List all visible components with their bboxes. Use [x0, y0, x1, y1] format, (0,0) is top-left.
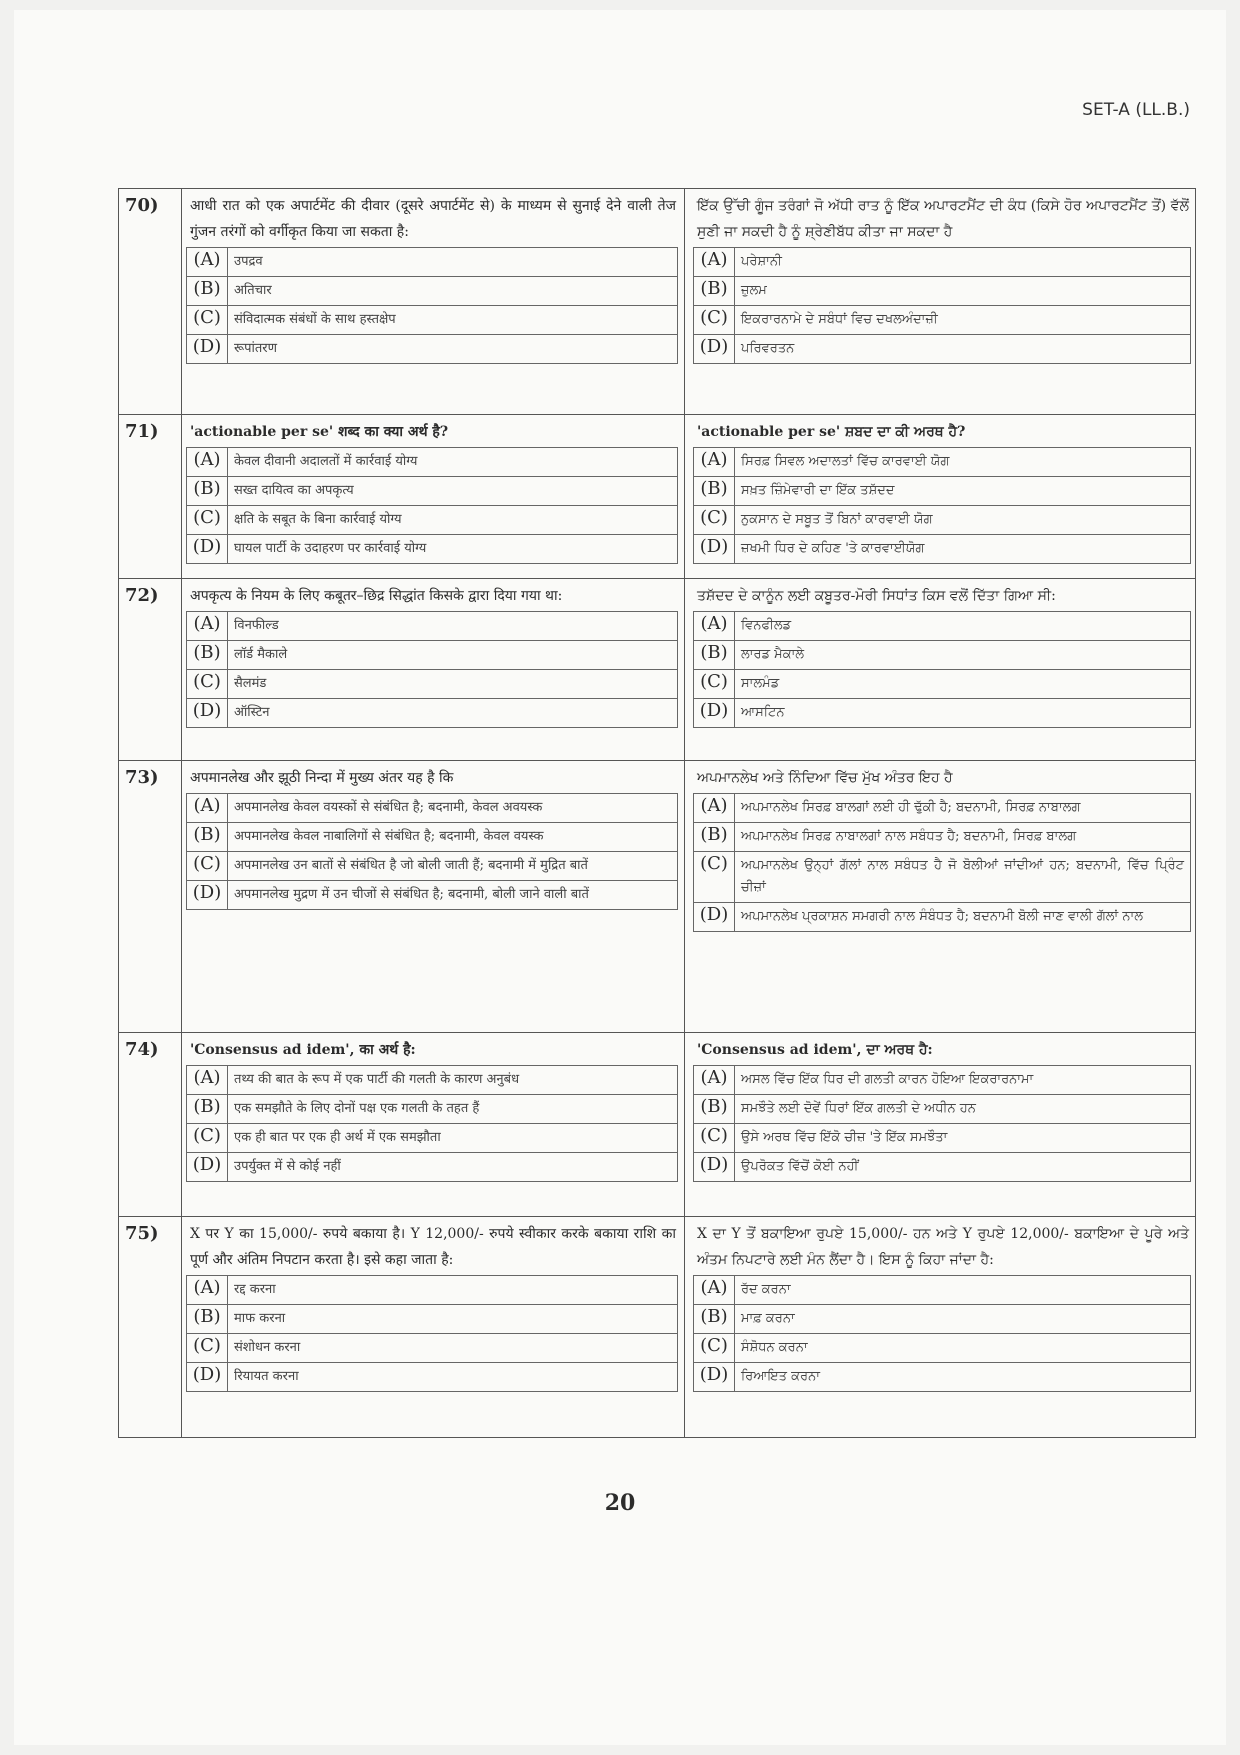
option-text: ਆਸਟਿਨ [735, 699, 1191, 728]
option-label: (D) [187, 880, 228, 909]
question-text-punjabi: 'actionable per se' ਸ਼ਬਦ ਦਾ ਕੀ ਅਰਥ ਹੈ? [697, 423, 966, 440]
option-label: (B) [187, 1094, 228, 1123]
option-row [187, 476, 678, 505]
question-hindi-cell [182, 579, 685, 761]
option-label: (B) [694, 822, 735, 851]
option-row [694, 1152, 1191, 1181]
option-row [187, 793, 678, 822]
option-row [187, 699, 678, 728]
question-number: 75) [119, 1216, 182, 1437]
option-text: ਸਿਰਫ਼ ਸਿਵਲ ਅਦਾਲਤਾਂ ਵਿੱਚ ਕਾਰਵਾਈ ਯੋਗ [735, 447, 1191, 476]
question-hindi-cell [182, 1032, 685, 1216]
question-text-hindi: आधी रात को एक अपार्टमेंट की दीवार (दूसरे अपार्टमेंट से) के माध्यम से सुनाई देने वाली तेज गुंजन तरंगों को वर्गीकृत किया जा सकता है: [190, 198, 676, 240]
option-row [187, 670, 678, 699]
options-table [693, 1275, 1191, 1392]
option-text: क्षति के सबूत के बिना कार्रवाई योग्य [228, 505, 678, 534]
option-label: (D) [694, 699, 735, 728]
option-text: ਅਪਮਾਨਲੇਖ ਸਿਰਫ਼ ਨਾਬਾਲਗਾਂ ਨਾਲ ਸਬੰਧਤ ਹੈ; ਬਦਨਾਮੀ, ਸਿਰਫ਼ ਬਾਲਗ [735, 822, 1191, 851]
option-label: (A) [187, 248, 228, 277]
options-table [693, 793, 1191, 932]
option-text: ਉਪਰੋਕਤ ਵਿੱਚੋਂ ਕੋਈ ਨਹੀਂ [735, 1152, 1191, 1181]
option-text: ਸਖ਼ਤ ਜ਼ਿੰਮੇਵਾਰੀ ਦਾ ਇੱਕ ਤਸ਼ੱਦਦ [735, 476, 1191, 505]
options-table [186, 793, 678, 910]
option-row [187, 277, 678, 306]
options-table [186, 447, 678, 564]
option-label: (C) [694, 505, 735, 534]
question-punjabi-cell [685, 414, 1196, 578]
option-text: ਲਾਰਡ ਮੈਕਾਲੇ [735, 641, 1191, 670]
option-label: (B) [187, 1304, 228, 1333]
question-hindi-cell [182, 414, 685, 578]
option-label: (C) [694, 670, 735, 699]
option-text: अपमानलेख केवल वयस्कों से संबंधित है; बदनामी, केवल अवयस्क [228, 793, 678, 822]
option-text: ਸਾਲਮੰਡ [735, 670, 1191, 699]
question-row [119, 760, 1196, 1032]
question-hindi-cell [182, 189, 685, 415]
option-text: संविदात्मक संबंधों के साथ हस्तक्षेप [228, 306, 678, 335]
option-label: (B) [187, 277, 228, 306]
option-text: माफ करना [228, 1304, 678, 1333]
option-text: ਸਮਝੌਤੇ ਲਈ ਦੋਵੇਂ ਧਿਰਾਂ ਇੱਕ ਗਲਤੀ ਦੇ ਅਧੀਨ ਹਨ [735, 1094, 1191, 1123]
option-label: (B) [694, 1094, 735, 1123]
option-label: (D) [187, 534, 228, 563]
option-row [694, 505, 1191, 534]
options-table [693, 1065, 1191, 1182]
question-row [119, 579, 1196, 761]
option-text: ਅਪਮਾਨਲੇਖ ਸਿਰਫ਼ ਬਾਲਗਾਂ ਲਈ ਹੀ ਢੁੱਕੀ ਹੈ; ਬਦਨਾਮੀ, ਸਿਰਫ਼ ਨਾਬਾਲਗ [735, 793, 1191, 822]
option-label: (D) [187, 1152, 228, 1181]
option-label: (C) [694, 306, 735, 335]
option-label: (A) [694, 248, 735, 277]
option-text: ਪਰੇਸ਼ਾਨੀ [735, 248, 1191, 277]
question-text-hindi: X पर Y का 15,000/- रुपये बकाया है। Y 12,000/- रुपये स्वीकार करके बकाया राशि का पूर्ण और अंतिम निपटान करता है। इसे कहा जाता है: [190, 1225, 676, 1268]
option-label: (B) [187, 641, 228, 670]
option-text: सख्त दायित्व का अपकृत्य [228, 476, 678, 505]
option-row [187, 1123, 678, 1152]
option-text: अपमानलेख उन बातों से संबंधित है जो बोली जाती हैं; बदनामी में मुद्रित बातें [228, 851, 678, 880]
option-label: (B) [694, 1304, 735, 1333]
option-label: (C) [187, 670, 228, 699]
option-label: (A) [187, 447, 228, 476]
option-text: संशोधन करना [228, 1333, 678, 1362]
option-label: (A) [694, 1275, 735, 1304]
question-text-hindi: अपमानलेख और झूठी निन्दा में मुख्य अंतर यह है कि [190, 769, 454, 786]
option-text: रियायत करना [228, 1362, 678, 1391]
option-text: उपद्रव [228, 248, 678, 277]
option-label: (D) [187, 335, 228, 364]
question-text-punjabi: ਅਪਮਾਨਲੇਖ ਅਤੇ ਨਿੰਦਿਆ ਵਿੱਚ ਮੁੱਖ ਅੰਤਰ ਇਹ ਹੈ [697, 769, 953, 786]
option-text: ਉਸੇ ਅਰਥ ਵਿੱਚ ਇੱਕੋ ਚੀਜ਼ 'ਤੇ ਇੱਕ ਸਮਝੌਤਾ [735, 1123, 1191, 1152]
option-text: ਇਕਰਾਰਨਾਮੇ ਦੇ ਸਬੰਧਾਂ ਵਿਚ ਦਖਲਅੰਦਾਜ਼ੀ [735, 306, 1191, 335]
option-label: (D) [187, 699, 228, 728]
option-row [187, 447, 678, 476]
option-row [694, 1065, 1191, 1094]
question-number: 74) [119, 1032, 182, 1216]
option-row [187, 1094, 678, 1123]
option-row [694, 641, 1191, 670]
question-text-punjabi: 'Consensus ad idem', ਦਾ ਅਰਥ ਹੈ: [697, 1041, 933, 1058]
question-row [119, 189, 1196, 415]
option-text: अपमानलेख केवल नाबालिगों से संबंधित है; बदनामी, केवल वयस्क [228, 822, 678, 851]
option-label: (A) [187, 1065, 228, 1094]
option-row [694, 793, 1191, 822]
question-punjabi-cell [685, 760, 1196, 1032]
question-punjabi-cell [685, 1032, 1196, 1216]
question-number: 73) [119, 760, 182, 1032]
option-row [694, 670, 1191, 699]
option-label: (B) [694, 641, 735, 670]
option-row [187, 1304, 678, 1333]
option-text: ਅਪਮਾਨਲੇਖ ਉਨ੍ਹਾਂ ਗੱਲਾਂ ਨਾਲ ਸਬੰਧਤ ਹੈ ਜੋ ਬੋਲੀਆਂ ਜਾਂਦੀਆਂ ਹਨ; ਬਦਨਾਮੀ, ਵਿੱਚ ਪ੍ਰਿੰਟ ਚੀਜ਼ਾਂ [735, 851, 1191, 902]
option-label: (C) [187, 1333, 228, 1362]
question-table [118, 188, 1196, 1438]
option-label: (C) [187, 505, 228, 534]
option-row [694, 335, 1191, 364]
question-text-hindi: अपकृत्य के नियम के लिए कबूतर–छिद्र सिद्धांत किसके द्वारा दिया गया था: [190, 588, 563, 605]
option-row [694, 1304, 1191, 1333]
option-text: उपर्युक्त में से कोई नहीं [228, 1152, 678, 1181]
option-row [694, 534, 1191, 563]
option-label: (C) [694, 851, 735, 902]
option-text: सैलमंड [228, 670, 678, 699]
options-table [186, 1065, 678, 1182]
option-row [187, 534, 678, 563]
option-text: एक ही बात पर एक ही अर्थ में एक समझौता [228, 1123, 678, 1152]
option-label: (A) [694, 447, 735, 476]
option-label: (B) [694, 277, 735, 306]
option-row [187, 880, 678, 909]
option-label: (D) [694, 1152, 735, 1181]
set-label: SET-A (LL.B.) [1082, 100, 1190, 120]
question-text-punjabi: X ਦਾ Y ਤੋਂ ਬਕਾਇਆ ਰੁਪਏ 15,000/- ਹਨ ਅਤੇ Y ਰੁਪਏ 12,000/- ਬਕਾਇਆ ਦੇ ਪੂਰੇ ਅਤੇ ਅੰਤਮ ਨਿਪਟਾਰੇ ਲਈ ਮੰਨ ਲੈਂਦਾ ਹੈ। ਇਸ ਨੂੰ ਕਿਹਾ ਜਾਂਦਾ ਹੈ: [697, 1225, 1189, 1268]
option-text: ਰੱਦ ਕਰਨਾ [735, 1275, 1191, 1304]
option-row [694, 1123, 1191, 1152]
option-row [187, 1065, 678, 1094]
option-row [694, 1275, 1191, 1304]
option-label: (A) [694, 793, 735, 822]
option-row [694, 476, 1191, 505]
option-text: केवल दीवानी अदालतों में कार्रवाई योग्य [228, 447, 678, 476]
options-table [186, 1275, 678, 1392]
option-row [187, 306, 678, 335]
option-text: ਅਪਮਾਨਲੇਖ ਪ੍ਰਕਾਸ਼ਨ ਸਮਗਰੀ ਨਾਲ ਸੰਬੰਧਤ ਹੈ; ਬਦਨਾਮੀ ਬੋਲੀ ਜਾਣ ਵਾਲੀ ਗੱਲਾਂ ਨਾਲ [735, 902, 1191, 931]
options-table [693, 611, 1191, 728]
question-number: 70) [119, 189, 182, 415]
question-text-hindi: 'Consensus ad idem', का अर्थ है: [190, 1041, 416, 1058]
option-text: ऑस्टिन [228, 699, 678, 728]
option-row [187, 505, 678, 534]
option-row [187, 822, 678, 851]
question-punjabi-cell [685, 579, 1196, 761]
option-row [694, 277, 1191, 306]
option-row [187, 1275, 678, 1304]
option-text: ਪਰਿਵਰਤਨ [735, 335, 1191, 364]
option-text: अतिचार [228, 277, 678, 306]
options-table [693, 247, 1191, 364]
question-row [119, 414, 1196, 578]
option-text: तथ्य की बात के रूप में एक पार्टी की गलती के कारण अनुबंध [228, 1065, 678, 1094]
question-text-punjabi: ਤਸ਼ੱਦਦ ਦੇ ਕਾਨੂੰਨ ਲਈ ਕਬੂਤਰ-ਮੋਰੀ ਸਿਧਾਂਤ ਕਿਸ ਵਲੋਂ ਦਿੱਤਾ ਗਿਆ ਸੀ: [697, 588, 1056, 605]
option-row [187, 335, 678, 364]
option-row [694, 248, 1191, 277]
option-row [187, 1333, 678, 1362]
option-label: (D) [694, 1362, 735, 1391]
option-label: (B) [694, 476, 735, 505]
option-text: एक समझौते के लिए दोनों पक्ष एक गलती के तहत हैं [228, 1094, 678, 1123]
option-label: (A) [694, 1065, 735, 1094]
option-row [694, 612, 1191, 641]
option-text: घायल पार्टी के उदाहरण पर कार्रवाई योग्य [228, 534, 678, 563]
option-row [187, 612, 678, 641]
option-text: ਵਿਨਫੀਲਡ [735, 612, 1191, 641]
option-row [694, 447, 1191, 476]
option-label: (D) [694, 902, 735, 931]
question-number: 71) [119, 414, 182, 578]
question-text-hindi: 'actionable per se' शब्द का क्या अर्थ है? [190, 423, 449, 440]
option-text: ਰਿਆਇਤ ਕਰਨਾ [735, 1362, 1191, 1391]
option-label: (B) [187, 822, 228, 851]
option-text: ਮਾਫ਼ ਕਰਨਾ [735, 1304, 1191, 1333]
option-text: ਜ਼ੁਲਮ [735, 277, 1191, 306]
option-text: अपमानलेख मुद्रण में उन चीजों से संबंधित है; बदनामी, बोली जाने वाली बातें [228, 880, 678, 909]
question-row [119, 1032, 1196, 1216]
option-label: (A) [694, 612, 735, 641]
option-row [694, 1362, 1191, 1391]
option-text: ਨੁਕਸਾਨ ਦੇ ਸਬੂਤ ਤੋਂ ਬਿਨਾਂ ਕਾਰਵਾਈ ਯੋਗ [735, 505, 1191, 534]
option-label: (D) [694, 335, 735, 364]
option-label: (B) [187, 476, 228, 505]
option-label: (A) [187, 793, 228, 822]
option-label: (D) [187, 1362, 228, 1391]
option-text: लॉर्ड मैकाले [228, 641, 678, 670]
options-table [186, 611, 678, 728]
option-label: (C) [187, 1123, 228, 1152]
option-label: (D) [694, 534, 735, 563]
option-row [694, 1094, 1191, 1123]
question-hindi-cell [182, 760, 685, 1032]
option-text: विनफील्ड [228, 612, 678, 641]
option-text: ਸੰਸ਼ੋਧਨ ਕਰਨਾ [735, 1333, 1191, 1362]
question-text-punjabi: ਇੱਕ ਉੱਚੀ ਗੂੰਜ ਤਰੰਗਾਂ ਜੋ ਅੱਧੀ ਰਾਤ ਨੂੰ ਇੱਕ ਅਪਾਰਟਮੈਂਟ ਦੀ ਕੰਧ (ਕਿਸੇ ਹੋਰ ਅਪਾਰਟਮੈਂਟ ਤੋਂ) ਵੱਲੋਂ ਸੁਣੀ ਜਾ ਸਕਦੀ ਹੈ ਨੂੰ ਸ਼੍ਰੇਣੀਬੱਧ ਕੀਤਾ ਜਾ ਸਕਦਾ ਹੈ [697, 198, 1189, 240]
option-row [187, 1362, 678, 1391]
option-text: ਜ਼ਖਮੀ ਧਿਰ ਦੇ ਕਹਿਣ 'ਤੇ ਕਾਰਵਾਈਯੋਗ [735, 534, 1191, 563]
option-row [187, 1152, 678, 1181]
option-row [694, 699, 1191, 728]
option-row [694, 1333, 1191, 1362]
option-label: (C) [187, 306, 228, 335]
option-label: (A) [187, 612, 228, 641]
question-number: 72) [119, 579, 182, 761]
option-row [694, 306, 1191, 335]
question-punjabi-cell [685, 189, 1196, 415]
option-row [694, 822, 1191, 851]
option-label: (C) [694, 1333, 735, 1362]
options-table [693, 447, 1191, 564]
option-row [187, 248, 678, 277]
question-row [119, 1216, 1196, 1437]
options-table [186, 247, 678, 364]
option-text: रद्द करना [228, 1275, 678, 1304]
option-row [694, 902, 1191, 931]
option-row [694, 851, 1191, 902]
option-row [187, 641, 678, 670]
question-punjabi-cell [685, 1216, 1196, 1437]
question-hindi-cell [182, 1216, 685, 1437]
option-row [187, 851, 678, 880]
option-label: (A) [187, 1275, 228, 1304]
option-label: (C) [694, 1123, 735, 1152]
option-text: ਅਸਲ ਵਿੱਚ ਇੱਕ ਧਿਰ ਦੀ ਗਲਤੀ ਕਾਰਨ ਹੋਇਆ ਇਕਰਾਰਨਾਮਾ [735, 1065, 1191, 1094]
option-text: रूपांतरण [228, 335, 678, 364]
option-label: (C) [187, 851, 228, 880]
page-number: 20 [604, 1490, 636, 1516]
